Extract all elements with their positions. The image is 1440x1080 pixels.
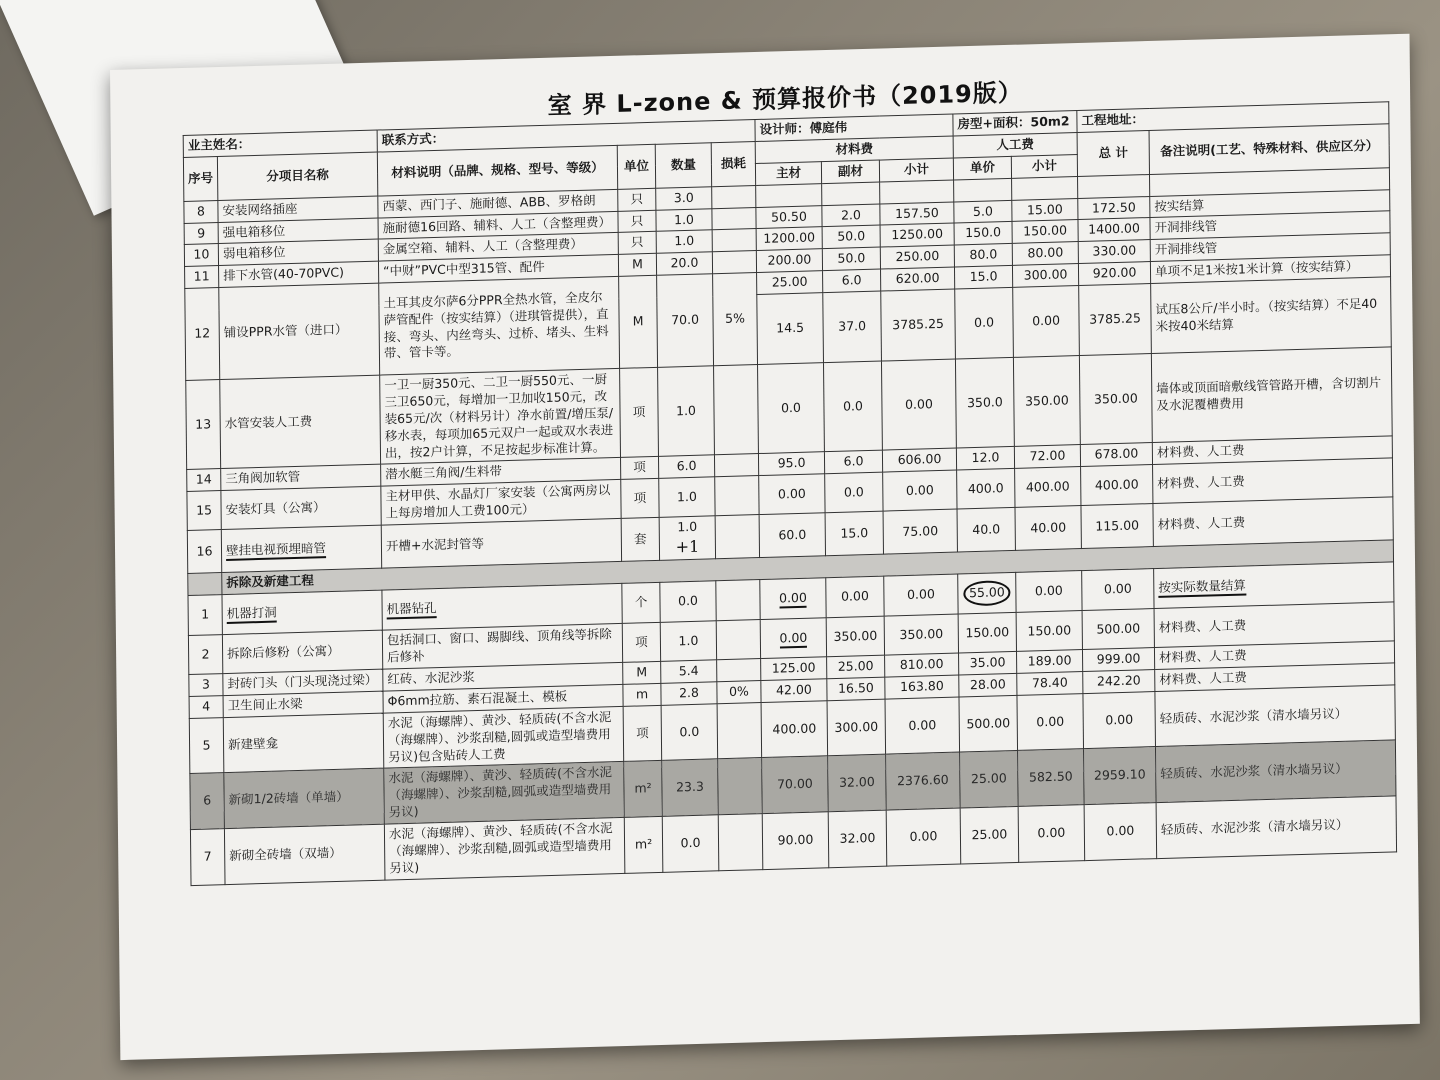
col-labor: 人工费 xyxy=(953,132,1077,157)
designer-field: 设计师：傅庭伟 xyxy=(755,114,953,141)
table-row: 9 强电箱移位 施耐德16回路、辅料、人工（含整理费） 只 1.0 50.50 2.0 157.50 5.0 15.00 172.50 按实结算 xyxy=(184,189,1390,245)
table-row: 15 安装灯具（公寓） 主材甲供、水晶灯厂家安装（公寓两房以上每房增加人工费100元） 项 1.0 0.00 0.0 0.00 400.0 400.00 400.00 材料费、人工费 xyxy=(187,458,1393,530)
handwritten-mark: +1 xyxy=(675,536,700,557)
underlined-value: 0.00 xyxy=(779,630,807,649)
table-row: 5 新建壁龛 水泥（海螺牌）、黄沙、轻质砖(不含水泥（海螺牌）、沙浆刮糙,圆弧或造型墙费用另议)包含贴砖人工费 项 0.0 400.00 300.00 0.00 500.00 0.00 0.00 轻质砖、水泥沙浆（清水墙另议） xyxy=(189,685,1395,774)
col-subtotal: 小计 xyxy=(879,158,953,182)
contact-label: 联系方式： xyxy=(377,120,755,152)
underlined-value: 0.00 xyxy=(779,590,807,609)
table-row: 11 排下水管(40-70PVC) “中财”PVC中型315管、配件 M 20.0 200.00 50.0 250.00 80.0 80.00 330.00 开洞排线管 xyxy=(185,233,1391,289)
table-row: 8 安装网络插座 西蒙、西门子、施耐德、ABB、罗格朗 只 3.0 xyxy=(184,167,1390,223)
col-main: 主材 xyxy=(755,161,821,185)
underlined-name: 机器打洞 xyxy=(227,605,277,624)
table-row: 1 机器打洞 机器钻孔 个 0.0 0.00 0.00 0.00 55.00 0.00 0.00 按实际数量结算 xyxy=(188,562,1394,636)
col-remark: 备注说明(工艺、特殊材料、供应区分） xyxy=(1149,124,1389,174)
col-mat-fee: 材料费 xyxy=(755,136,953,163)
table-row: 7 新砌全砖墙（双墙） 水泥（海螺牌）、黄沙、轻质砖(不含水泥（海螺牌）、沙浆刮糙,圆弧或造型墙费用另议) m² 0.0 90.00 32.00 0.00 25.00 0.00 0.00 轻质砖、水泥沙浆（清水墙另议） xyxy=(190,796,1396,885)
circled-value: 55.00 xyxy=(963,580,1011,606)
area-field: 房型+面积：50m2 xyxy=(953,111,1077,136)
table-row: 16 壁挂电视预埋暗管 开槽+水泥封管等 套 1.0 +1 60.0 15.0 75.00 40.0 40.00 115.00 材料费、人工费 xyxy=(187,497,1393,574)
table-row: 14.5 37.0 3785.25 0.0 0.00 3785.25 试压8公斤/半小时。（按实结算）不足40米按40米结算 xyxy=(185,277,1391,381)
col-labor-subtotal: 小计 xyxy=(1011,154,1077,178)
table-row: 14 三角阀加软管 潜水艇三角阀/生料带 项 6.0 95.0 6.0 606.00 12.0 72.00 678.00 材料费、人工费 xyxy=(187,436,1393,492)
quote-table xyxy=(183,101,1397,885)
table-row: 4 卫生间止水梁 Φ6mm拉筋、素石混凝土、模板 m 2.8 0% 42.00 16.50 163.80 28.00 78.40 242.20 材料费、人工费 xyxy=(189,663,1395,719)
table-row: 13 水管安装人工费 一卫一厨350元、二卫一厨550元、一厨三卫650元，每增加一卫加收150元，改装65元/次（材料另计）净水前置/增压泵/移水表，每项加65元双户一起或双水表进出，按2户计算，不足按起步标准计算。 项 1.0 0.0 0.0 0.00 350.0 350.00 350.00 墙体或顶面暗敷线管管路开槽，含切割片及水泥覆槽费用 xyxy=(186,347,1393,470)
quote-sheet xyxy=(110,34,1420,1060)
address-label: 工程地址： xyxy=(1077,102,1389,133)
table-row: 10 弱电箱移位 金属空箱、辅料、人工（含整理费） 只 1.0 1200.00 50.0 1250.00 150.0 150.00 1400.00 开洞排线管 xyxy=(184,211,1390,267)
table-row: 3 封砖门头（门头现浇过梁） 红砖、水泥沙浆 M 5.4 125.00 25.00 810.00 35.00 189.00 999.00 材料费、人工费 xyxy=(189,641,1395,697)
col-no: 序号 xyxy=(183,156,217,201)
col-material: 材料说明（品牌、规格、型号、等级） xyxy=(377,145,617,195)
document-title: 室 界 L-zone & 预算报价书（2019版） xyxy=(547,78,1023,120)
table-row: 6 新砌1/2砖墙（单墙） 水泥（海螺牌）、黄沙、轻质砖(不含水泥（海螺牌）、沙浆刮糙,圆弧或造型墙费用另议) m² 23.3 70.00 32.00 2376.60 25.00 582.50 2959.10 轻质砖、水泥沙浆（清水墙另议） xyxy=(190,740,1396,829)
col-unit: 单位 xyxy=(617,144,655,189)
section-title: 拆除及新建工程 xyxy=(222,540,1394,595)
col-total: 总 计 xyxy=(1077,130,1149,176)
col-aux: 副材 xyxy=(821,160,879,183)
table-row: 2 拆除后修粉（公寓） 包括洞口、窗口、踢脚线、顶角线等拆除后修补 项 1.0 0.00 350.00 350.00 150.00 150.00 500.00 材料费、人工费 xyxy=(188,602,1394,674)
underlined-name: 壁挂电视预埋暗管 xyxy=(226,540,326,561)
owner-label: 业主姓名： xyxy=(183,130,377,157)
underlined-material: 机器钻孔 xyxy=(387,600,437,619)
col-loss: 损耗 xyxy=(711,141,755,186)
underlined-remark: 按实际数量结算 xyxy=(1158,578,1246,598)
col-qty: 数量 xyxy=(655,143,711,188)
col-name: 分项目名称 xyxy=(217,152,377,200)
col-unit-price: 单价 xyxy=(953,156,1011,179)
table-row: 12 铺设PPR水管（进口） 土耳其皮尔萨6分PPR全热水管，全皮尔萨管配件（按实结算）（进琪管提供），直接、弯头、内丝弯头、过桥、堵头、生料带、管卡等。 M 70.0 5% 25.00 6.0 620.00 15.0 300.00 920.00 单项不足1米按1米计算（按实结算） xyxy=(185,255,1391,311)
